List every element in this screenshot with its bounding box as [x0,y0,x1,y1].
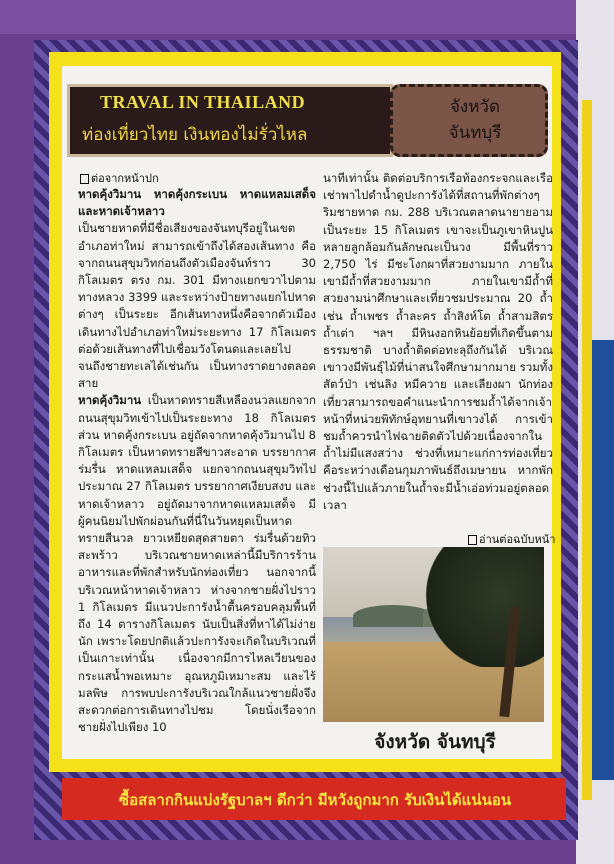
adjacent-blue-stripe [592,340,614,780]
photo-tree [423,547,544,667]
adjacent-page-strip [576,0,614,864]
adjacent-yellow-stripe [582,100,592,800]
beach-photo [323,547,544,722]
left-paragraph-2 [78,392,316,736]
left-paragraph-2-lead: หาดคุ้งวิมาน [78,393,142,408]
title-thai: ท่องเที่ยวไทย เงินทองไม่รั่วไหล [82,125,308,145]
left-paragraph-1: เป็นชายหาดที่มีชื่อเสียงของจันทบุรีอยู่ในเขตอำเภอท่าใหม่ สามารถเข้าถึงได้สองเส้นทาง คือ จากถนนสุขุมวิทก่อนถึงตัวเมืองจันท์ราว 30 กิโลเมตร ตรง กม. 301 มีทางแยกขวาไปตามทางหลวง 3399 และระหว่างป้ายทางแยกไปหาดต่างๆ เป็นระยะ อีกเส้นทางหนึ่งคือจากตัวเมืองเดินทางไปอำเภอท่าใหม่ระยะทาง 17 กิโลเมตร ต่อด้วยเส้นทางที่ไปเชื่อมวังโตนดและเลยไปจนถึงชายทะเลได้เช่นกัน เป็นทางราดยางตลอดสาย [78,221,316,391]
right-paragraph-1: นาทีเท่านั้น ติดต่อบริการเรือท้องกระจกและเรือเช่าพาไปดำน้ำดูปะการังได้ที่สถานที่พักต่างๆ ริมชายหาด กม. 288 บริเวณตลาดนายายอามเป็นระยะ 15 กิโลเมตร เขาจะเป็นภูเขาหินปูนหลายลูกล้อมกันลักษณะเป็นวง มีพื้นที่ราว 2,750 ไร่ มีชะโงกผาที่สวยงามมาก ภายในเขามีถ้ำที่สวยงามมาก ภายในเขามีถ้ำที่สวยงามน่าศึกษาและเที่ยวชมประมาณ 20 ถ้ำ เช่น ถ้ำเพชร ถ้ำละคร ถ้ำสิงห์โต ถ้ำสามสิตร ถ้ำเต่า ฯลฯ มีหินงอกหินย้อยที่เกิดขึ้นตามธรรมชาติ บางถ้ำติดต่อทะลุถึงกันได้ บริเวณเขาวงมีพันธุ์ไม้ที่น่าสนใจศึกษามากมาย รวมทั้งสัตว์ป่า เช่นลิง หมีควาย และเลียงผา นักท่องเที่ยวสามารถขอคำแนะนำการชมถ้ำได้จากเจ้าหน้าที่หน่วยพิทักษ์อุทยานที่เขาวงได้ การเข้าชมถ้ำควรนำไฟฉายติดตัวไปด้วยเนื่องจากในถ้ำไม่มีแสงสว่าง ช่วงที่เหมาะแก่การท่องเที่ยวคือระหว่างเดือนกุมภาพันธ์ถึงเมษายน หากพักช่วงนี้ไปแล้วภายในถ้ำจะมีน้ำเอ่อท่วมอยู่ตลอดเวลา [323,171,554,512]
right-column [323,170,553,514]
province-line-2: จันทบุรี [448,123,502,143]
province-line-1: จังหวัด [449,97,501,117]
title-english: TRAVAL IN THAILAND [100,92,306,112]
left-paragraph-2-body: เป็นหาดทรายสีเหลืองนวลแยกจากถนนสุขุมวิทเข้าไปเป็นระยะทาง 18 กิโลเมตร ส่วน หาดคุ้งกระเบน อยู่ถัดจากหาดคุ้งวิมานไป 8 กิโลเมตร เป็นหาดทรายสีขาวสะอาด บรรยากาศร่มรื่น หาดแหลมเสด็จ แยกจากถนนสุขุมวิทไปประมาณ 27 กิโลเมตร บรรยากาศเงียบสงบ และ หาดเจ้าหลาว อยู่ถัดมาจากหาดแหลมเสด็จ มีผู้คนนิยมไปพักผ่อนกันที่นี่ในวันหยุดเป็นหาดทรายสีนวล ยาวเหยียดสุดสายตา ร่มรื่นด้วยทิวสะพร้าว บริเวณชายหาดเหล่านี้มีบริการร้านอาหารและที่พักสำหรับนักท่องเที่ยว นอกจากนี้บริเวณหน้าหาดเจ้าหลาว ห่างจากชายฝั่งไปราว 1 กิโลเมตร มีแนวปะการังน้ำตื้นครอบคลุมพื้นที่ถึง 14 ตารางกิโลเมตร นับเป็นสิ่งที่หาได้ไม่ง่ายนัก เพราะโดยปกติแล้วปะการังจะเกิดในบริเวณที่เป็นเกาะเท่านั้น เนื่องจากมีการไหลเวียนของกระแสน้ำพอเหมาะ อุณหภูมิเหมาะสม และไร้มลพิษ การพบปะการังบริเวณใกล้แนวชายฝั่งจึงสะดวกต่อการเดินทางไปชม โดยนั่งเรือจากชายฝั่งไปเพียง 10 [78,393,316,735]
left-column [78,170,316,737]
beaches-heading: หาดคุ้งวิมาน หาดคุ้งกระเบน หาดแหลมเสด็จ และหาดเจ้าหลาว [78,187,316,219]
lottery-banner-text: ซื้อสลากกินแบ่งรัฐบาลฯ ดีกว่า มีหวังถูกมาก รับเงินได้แน่นอน [118,791,512,809]
continued-next-label: อ่านต่อฉบับหน้า [468,530,555,548]
province-label [415,94,535,146]
continued-from-label: ต่อจากหน้าปก [80,169,159,187]
photo-caption: จังหวัด จันทบุรี [374,731,496,753]
photo-hill [353,605,433,627]
page-top-edge [0,0,614,34]
